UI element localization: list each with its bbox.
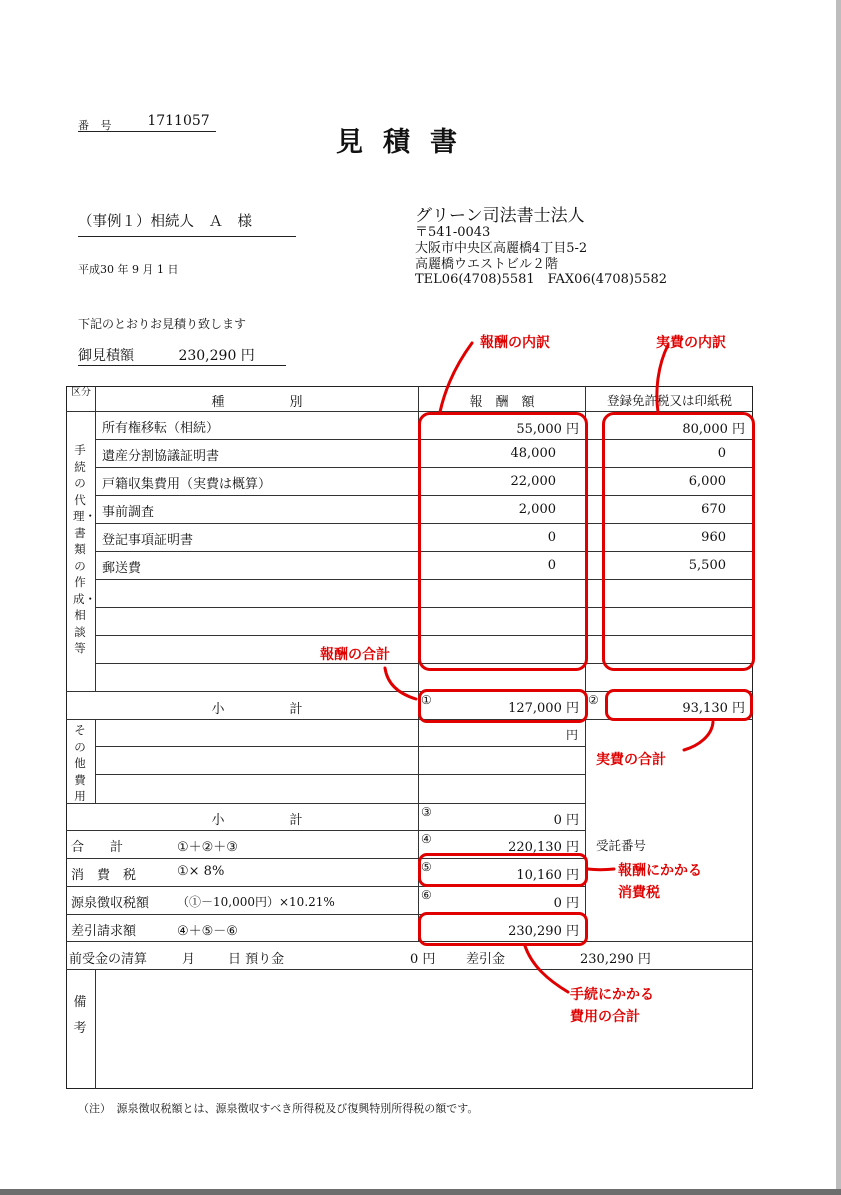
- section1-label: 手続の代理・書類の作成・相談等: [73, 443, 96, 655]
- arrow-fee-tax: [588, 869, 614, 870]
- mark-3: ③: [421, 805, 432, 819]
- row-tax: 80,000 円: [682, 422, 745, 437]
- issuer-address1: 大阪市中央区高麗橋4丁目5-2: [415, 241, 588, 256]
- row-fee: 2,000: [518, 502, 556, 517]
- client-name: （事例１）相続人 Ａ 様: [78, 210, 296, 237]
- row-fee: 22,000: [510, 474, 556, 489]
- tax-formula: ①× 8%: [177, 864, 225, 879]
- col-header-category: 区分: [71, 387, 91, 398]
- col-header-fee: 報 酬 額: [469, 395, 535, 410]
- annotation-fee-tax-line1: 報酬にかかる: [618, 863, 702, 879]
- page-title: 見積書: [336, 127, 477, 158]
- withholding-formula: （①－10,000円）×10.21%: [177, 895, 335, 909]
- row-name: 戸籍収集費用（実費は概算）: [102, 477, 272, 492]
- issuer-address2: 高麗橋ウエストビル２階: [415, 257, 559, 272]
- row-fee: 0: [547, 530, 556, 545]
- intro-text: 下記のとおりお見積り致します: [78, 317, 247, 331]
- subtotal3-label: 小 計: [211, 813, 303, 828]
- row-name: 所有権移転（相続）: [102, 421, 220, 436]
- arrow-billing-total: [525, 946, 568, 992]
- col-header-tax: 登録免許税又は印紙税: [606, 393, 732, 408]
- consignment-label: 受託番号: [596, 838, 647, 853]
- annotation-expense-breakdown: 実費の内訳: [656, 335, 726, 351]
- withholding-value: 0 円: [553, 896, 579, 911]
- subtotal3-value: 0 円: [553, 813, 579, 828]
- billing-value: 230,290 円: [508, 924, 579, 939]
- row-tax: 960: [701, 530, 726, 545]
- subtotal-label: 小 計: [211, 702, 303, 717]
- annotation-fee-total: 報酬の合計: [320, 647, 390, 663]
- subtotal-tax: 93,130 円: [682, 701, 745, 716]
- arrow-fee-total: [385, 668, 416, 699]
- number-label: 番 号: [78, 119, 116, 132]
- annotation-procedure-total-line2: 費用の合計: [570, 1009, 640, 1025]
- issuer-tel: TEL06(4708)5581 FAX06(4708)5582: [415, 272, 668, 287]
- mark-5: ⑤: [421, 860, 432, 874]
- row-tax: 6,000: [688, 474, 726, 489]
- subtotal-fee: 127,000 円: [508, 701, 579, 716]
- row-name: 事前調査: [102, 505, 155, 520]
- mark-6: ⑥: [421, 888, 432, 902]
- quote-label: 御見積額: [78, 348, 134, 364]
- other-unit: 円: [566, 728, 579, 742]
- advance-day: 日 預り金: [228, 952, 285, 967]
- issuer-name: グリーン司法書士法人: [415, 206, 585, 226]
- row-name: 郵送費: [102, 561, 142, 576]
- row-fee: 48,000: [510, 446, 556, 461]
- col-header-type: 種 別: [211, 395, 303, 410]
- row-tax: 0: [717, 446, 726, 461]
- annotation-fee-tax-line2: 消費税: [618, 885, 660, 901]
- annotation-fee-breakdown: 報酬の内訳: [480, 335, 550, 351]
- balance-value: 230,290 円: [580, 952, 651, 967]
- advance-amount: 0 円: [410, 952, 436, 967]
- issue-date: 平成30 年 9 月 1 日: [78, 263, 179, 276]
- tax-value: 10,160 円: [516, 868, 579, 883]
- row-fee: 55,000 円: [516, 422, 579, 437]
- footnote: （注） 源泉徴収税額とは、源泉徴収すべき所得税及び復興特別所得税の額です。: [78, 1102, 479, 1115]
- arrow-expense-breakdown: [657, 345, 668, 412]
- billing-formula: ④＋⑤－⑥: [177, 924, 238, 939]
- arrow-fee-breakdown: [440, 343, 472, 412]
- issuer-postal: 〒541-0043: [415, 225, 491, 240]
- mark-1: ①: [421, 693, 432, 707]
- section2-label: その他費用: [74, 723, 86, 803]
- balance-label: 差引金: [466, 952, 506, 967]
- advance-label: 前受金の清算: [69, 952, 148, 967]
- withholding-label: 源泉徴収税額: [71, 896, 150, 911]
- row-name: 遺産分割協議証明書: [102, 449, 220, 464]
- mark-2: ②: [588, 693, 599, 707]
- annotation-procedure-total-line1: 手続にかかる: [570, 987, 654, 1003]
- total-formula: ①＋②＋③: [177, 840, 238, 855]
- arrow-expense-total: [684, 722, 713, 750]
- total-value: 220,130 円: [508, 840, 579, 855]
- advance-month: 月: [182, 952, 196, 967]
- mark-4: ④: [421, 832, 432, 846]
- row-tax: 670: [701, 502, 726, 517]
- quote-value: 230,290 円: [178, 348, 255, 364]
- billing-label: 差引請求額: [71, 924, 137, 939]
- remarks-label: 備考: [73, 995, 87, 1036]
- total-label: 合 計: [71, 840, 124, 855]
- number-value: 1711057: [147, 113, 210, 129]
- annotation-expense-total: 実費の合計: [596, 752, 666, 768]
- row-tax: 5,500: [688, 558, 726, 573]
- row-fee: 0: [547, 558, 556, 573]
- tax-label: 消 費 税: [71, 868, 137, 883]
- row-name: 登記事項証明書: [102, 533, 194, 548]
